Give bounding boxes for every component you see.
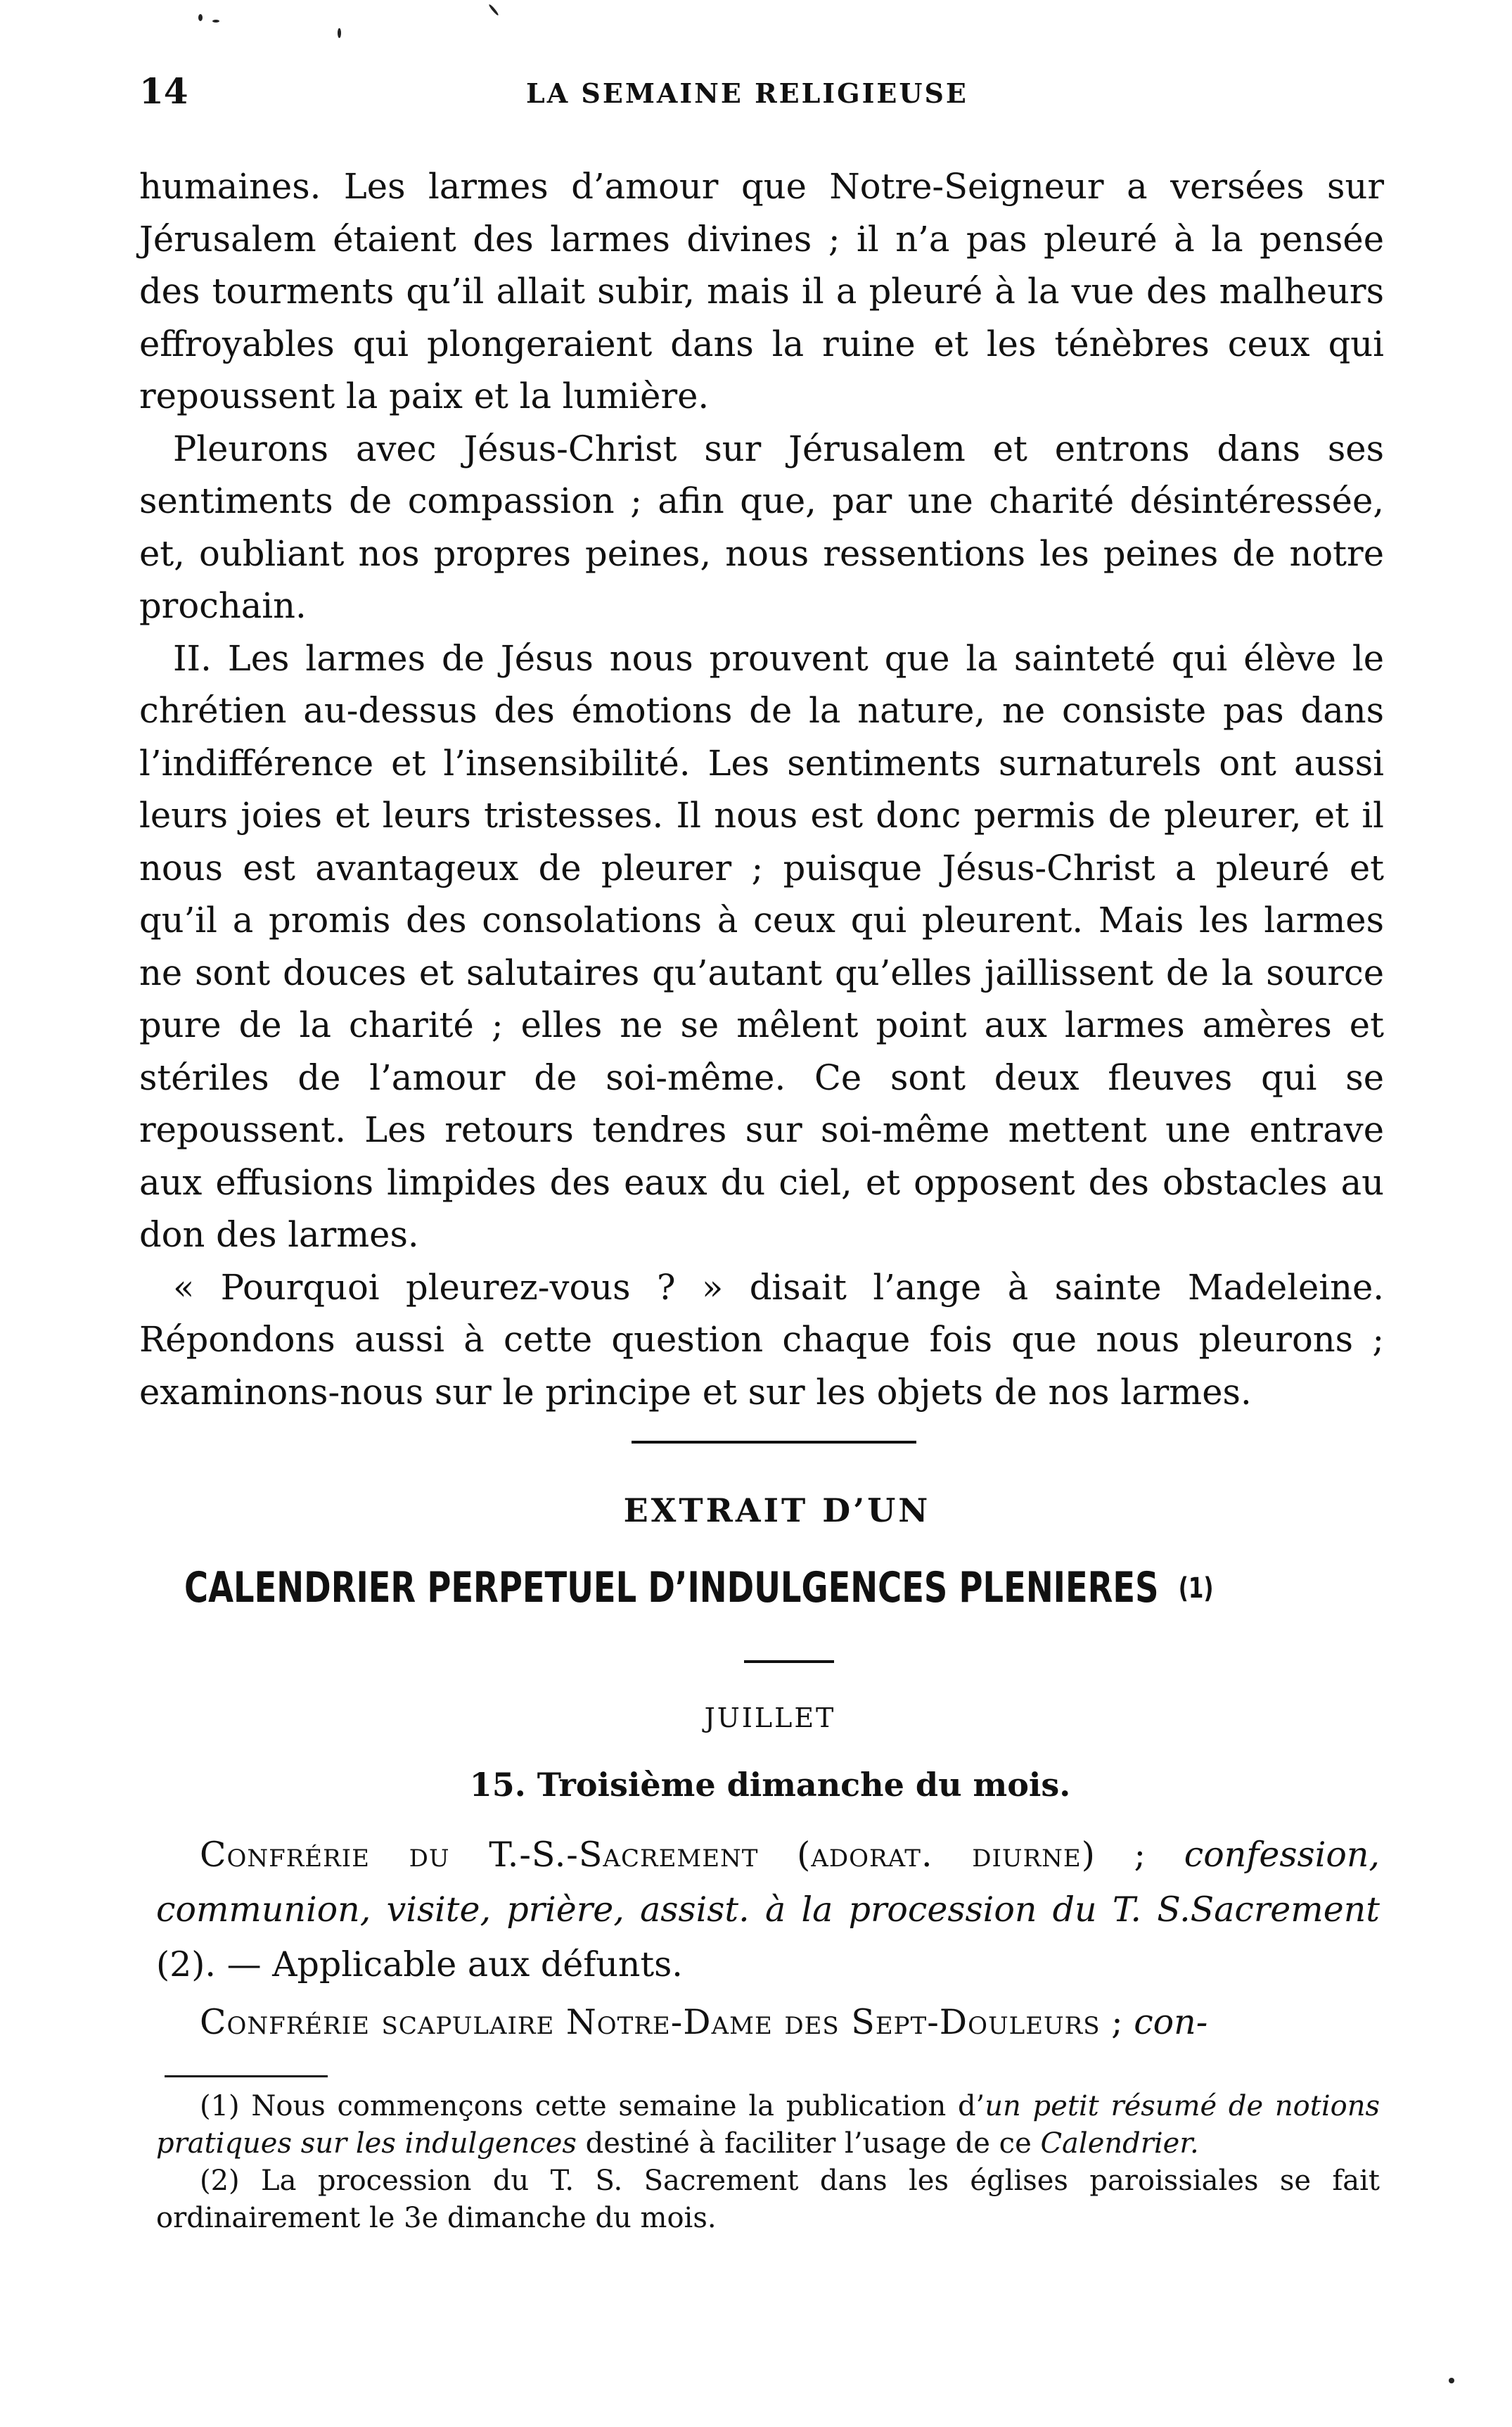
entry-applicability: — Applicable aux défunts. xyxy=(226,1944,683,1985)
day-heading: 15. Troisième dimanche du mois. xyxy=(469,1766,1071,1804)
entry-footnote-ref: (2). xyxy=(156,1944,216,1985)
footnote-text: (1) Nous commençons cette semaine la publication d’ xyxy=(200,2090,985,2122)
footnote-divider xyxy=(165,2075,328,2077)
footnote-ref: (1) xyxy=(1178,1572,1214,1605)
footnote-text: destiné à faciliter l’usage de ce xyxy=(576,2127,1041,2160)
footnote-italic: un petit résumé de notions pratiques sur les indulgences xyxy=(156,2090,1380,2160)
scan-speck xyxy=(212,20,219,23)
entry-separator: ; xyxy=(1095,1835,1184,1875)
section-title xyxy=(184,1563,1224,1612)
footnote-1 xyxy=(156,2088,1380,2162)
entry-qualifier: (adorat. diurne) xyxy=(797,1835,1096,1875)
paragraph: II. Les larmes de Jésus nous prouvent que la sainteté qui élève le chrétien au-dessus des émotions de la nature, ne consiste pas dans l’indifférence et l’insensibilité. Les sentiments surnaturels ont aussi leurs joies et leurs tristesses. Il nous est donc permis de pleurer, et il nous est avantageux de pleurer ; puisque Jésus-Christ a pleuré et qu’il a promis des consolations à ceux qui pleurent. Mais les larmes ne sont douces et salutaires qu’autant qu’elles jaillissent de la source pure de la charité ; elles ne se mêlent point aux larmes amères et stériles de l’amour de soi-même. Ce sont deux fleuves qui se repoussent. Les retours tendres sur soi-même mettent une entrave aux effusions limpides des eaux du ciel, et opposent des obstacles au don des larmes. xyxy=(139,637,1384,1255)
entry xyxy=(156,1995,1380,2050)
section-divider xyxy=(632,1441,916,1444)
entry xyxy=(156,1828,1380,1992)
entry-confraternity: Confrérie du T.-S.-Sacrement xyxy=(200,1835,759,1875)
footnote-italic: Calendrier. xyxy=(1040,2127,1199,2160)
scan-speck xyxy=(198,14,203,21)
paragraph: « Pourquoi pleurez-vous ? » disait l’ange à sainte Madeleine. Répondons aussi à cette question chaque fois que nous pleurons ; examinons-nous sur le principe et sur les objets de nos larmes. xyxy=(139,1266,1384,1413)
section-title-text: CALENDRIER PERPETUEL D’INDULGENCES PLENIERES xyxy=(184,1563,1159,1612)
paragraph: humaines. Les larmes d’amour que Notre-Seigneur a versées sur Jérusalem étaient des larmes divines ; il n’a pas pleuré à la pensée des tourments qu’il allait subir, mais il a pleuré à la vue des malheurs effroyables qui plongeraient dans la ruine et les ténèbres ceux qui repoussent la paix et la lumière. xyxy=(139,166,1384,416)
running-head: LA SEMAINE RELIGIEUSE xyxy=(526,77,968,109)
entry-conditions: confession, communion, visite, prière, assist. à la procession du T. S.Sacrement xyxy=(156,1835,1380,1930)
body-text xyxy=(139,160,1384,1418)
calendar-entries xyxy=(156,1828,1380,2050)
entry-conditions: con- xyxy=(1134,2002,1208,2042)
footnotes xyxy=(156,2088,1380,2237)
entry-separator: ; xyxy=(1100,2002,1134,2042)
scan-speck xyxy=(488,4,499,16)
entry-confraternity: Confrérie scapulaire Notre-Dame des Sept-Douleurs xyxy=(200,2002,1101,2042)
page-header xyxy=(139,70,1384,113)
page-number: 14 xyxy=(139,70,188,112)
footnote-2: (2) La procession du T. S. Sacrement dans les églises paroissiales se fait ordinairement le 3e dimanche du mois. xyxy=(156,2165,1380,2234)
scan-speck xyxy=(1449,2378,1454,2383)
paragraph: Pleurons avec Jésus-Christ sur Jérusalem et entrons dans ses sentiments de compassion ; afin que, par une charité désintéressée, et, oubliant nos propres peines, nous ressentions les peines de notre prochain. xyxy=(139,428,1384,626)
scan-speck xyxy=(338,28,341,38)
title-divider xyxy=(744,1660,834,1663)
section-kicker: EXTRAIT D’UN xyxy=(623,1491,931,1529)
month-heading: JUILLET xyxy=(704,1702,836,1733)
